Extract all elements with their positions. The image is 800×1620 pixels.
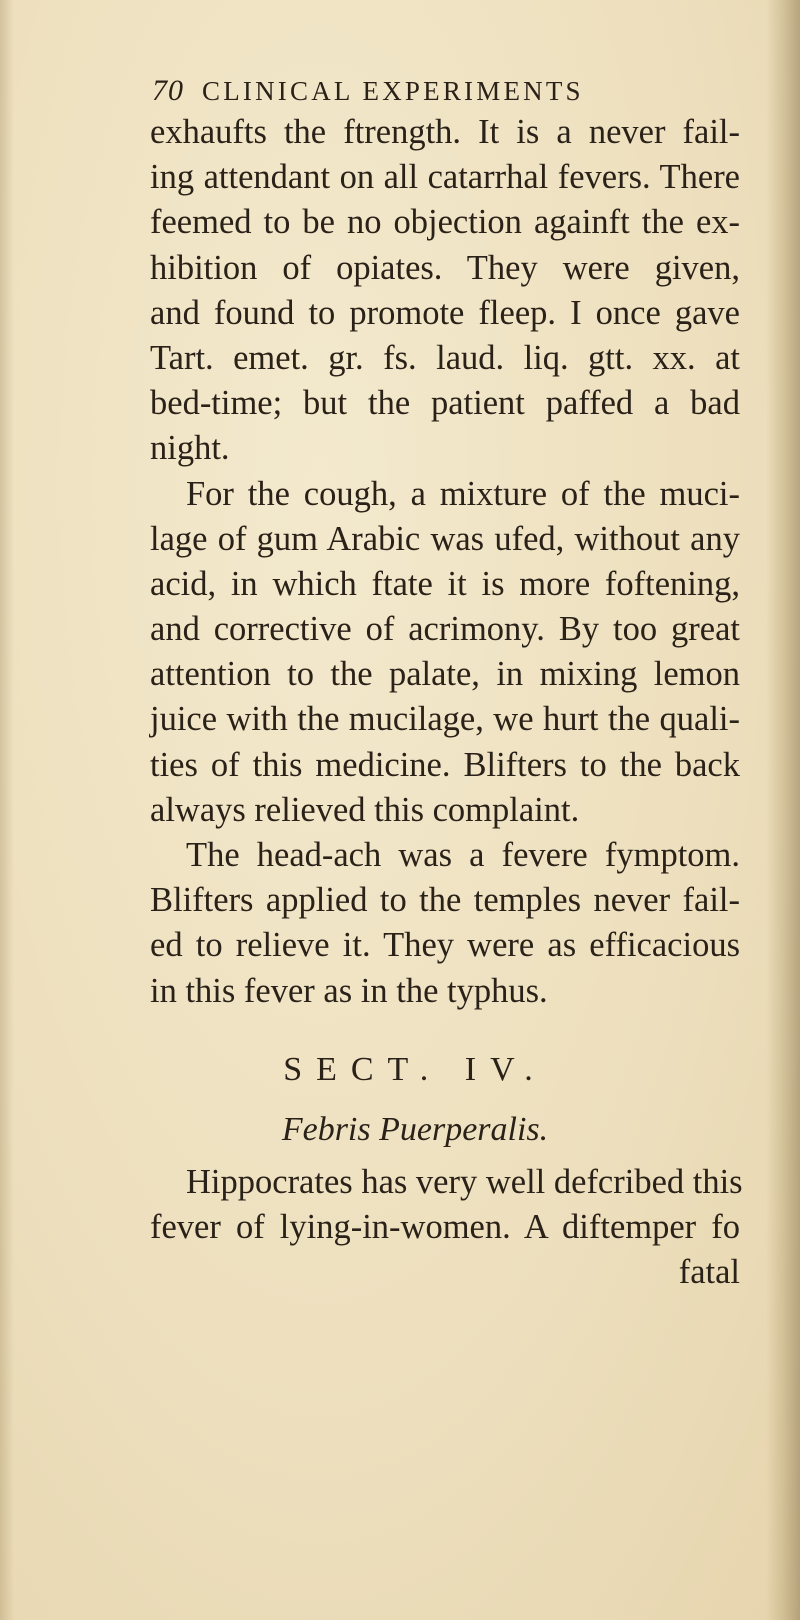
text-line: always relieved this complaint. — [150, 790, 580, 829]
page-number: 70 — [152, 74, 184, 107]
text-line: lage of gum Arabic was ufed, without any — [150, 519, 740, 558]
text-line: The head-ach was a fevere fymptom. — [186, 836, 740, 874]
catchword: fatal — [678, 1253, 740, 1292]
paragraph — [150, 472, 740, 834]
text-line: exhaufts the ftrength. It is a never fail- — [150, 113, 740, 151]
paragraph — [150, 833, 740, 1014]
paragraph — [150, 1160, 743, 1250]
text-line: juice with the mucilage, we hurt the quali- — [150, 700, 740, 739]
section-heading: SECT. IV. — [283, 1050, 547, 1088]
text-line: fever of lying-in-women. A diftemper fo — [150, 1207, 740, 1246]
text-line: feemed to be no objection againft the ex- — [150, 203, 740, 242]
text-line: night. — [150, 429, 230, 468]
text-line: in this fever as in the typhus. — [150, 971, 548, 1010]
body-text — [150, 110, 743, 1295]
text-line: hibition of opiates. They were given, — [150, 248, 740, 287]
text-line: Tart. emet. gr. fs. laud. liq. gtt. xx. at — [150, 338, 740, 377]
section-subtitle: Febris Puerperalis. — [281, 1110, 549, 1148]
text-line: and corrective of acrimony. By too great — [150, 610, 740, 649]
text-line: Blifters applied to the temples never fail- — [150, 881, 740, 920]
page-edge-shadow — [766, 0, 800, 1620]
running-head: CLINICAL EXPERIMENTS — [202, 76, 584, 106]
section-gap — [150, 1014, 740, 1040]
text-line: and found to promote fleep. I once gave — [150, 293, 740, 332]
text-line: ed to relieve it. They were as efficacious — [150, 926, 740, 965]
text-line: For the cough, a mixture of the muci- — [186, 474, 740, 513]
paragraph — [150, 110, 740, 472]
page-gutter-shadow — [0, 0, 14, 1620]
text-line: acid, in which ftate it is more foftening, — [150, 564, 740, 603]
text-line: ing attendant on all catarrhal fevers. There — [150, 158, 740, 197]
text-line: attention to the palate, in mixing lemon — [150, 655, 740, 694]
text-line: bed-time; but the patient paffed a bad — [150, 384, 740, 423]
text-line: ties of this medicine. Blifters to the back — [150, 745, 740, 784]
text-line: Hippocrates has very well defcribed this — [186, 1162, 743, 1201]
page-header — [152, 74, 632, 114]
